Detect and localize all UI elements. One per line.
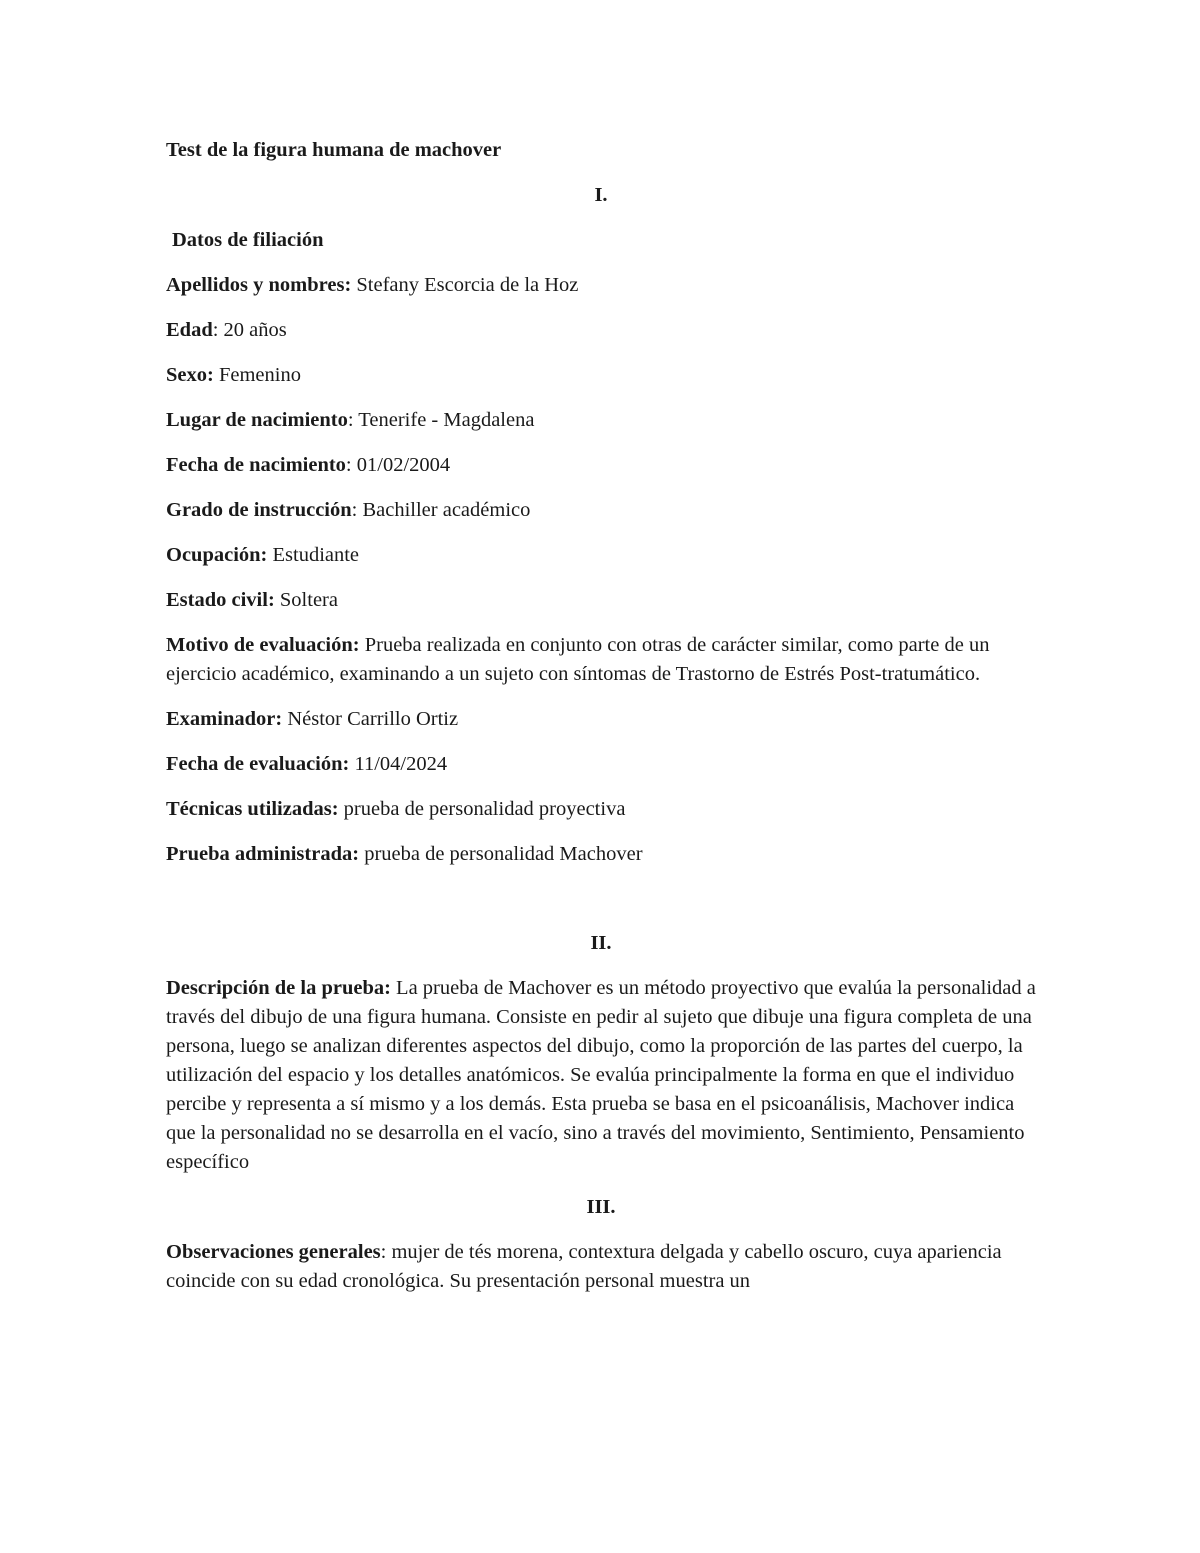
field-sexo [166, 361, 1036, 390]
field-motivo-evaluacion [166, 631, 1036, 689]
section-1-heading: Datos de filiación [172, 229, 324, 251]
section-2-numeral: II. [590, 932, 612, 954]
field-estado-civil [166, 586, 1036, 615]
field-value: Stefany Escorcia de la Hoz [351, 274, 579, 296]
field-value: Estudiante [267, 544, 360, 566]
field-label: Apellidos y nombres: [166, 274, 352, 296]
section-3-numeral: III. [586, 1196, 616, 1218]
field-label: Ocupación: [166, 544, 268, 566]
field-value: : Bachiller académico [351, 499, 531, 521]
field-grado-instruccion [166, 496, 1036, 525]
field-label: Estado civil: [166, 589, 275, 611]
field-label: Técnicas utilizadas: [166, 798, 339, 820]
field-label: Prueba administrada: [166, 843, 360, 865]
field-value: : 01/02/2004 [345, 454, 451, 476]
field-prueba-administrada [166, 840, 1036, 869]
field-fecha-evaluacion [166, 750, 1036, 779]
section-2-paragraph [166, 974, 1036, 1177]
field-lugar-nacimiento [166, 406, 1036, 435]
field-examinador [166, 705, 1036, 734]
field-value: prueba de personalidad proyectiva [338, 798, 626, 820]
field-value: Prueba realizada en conjunto con otras de carácter similar, como parte de un ejercicio académico, examinando a un sujeto con síntomas de Trastorno de Estrés Post-tratumático. [166, 634, 990, 685]
section-1-numeral: I. [594, 184, 608, 206]
field-value: : Tenerife - Magdalena [347, 409, 535, 431]
field-tecnicas-utilizadas [166, 795, 1036, 824]
field-edad [166, 316, 1036, 345]
paragraph-text: : mujer de tés morena, contextura delgada y cabello oscuro, cuya apariencia coincide con su edad cronológica. Su presentación personal muestra un [166, 1241, 1002, 1292]
paragraph-text: La prueba de Machover es un método proyectivo que evalúa la personalidad a través del dibujo de una figura humana. Consiste en pedir al sujeto que dibuje una figura completa de una persona, luego se analizan diferentes aspectos del dibujo, como la proporción de las partes del cuerpo, la utilización del espacio y los detalles anatómicos. Se evalúa principalmente la forma en que el individuo percibe y representa a sí mismo y a los demás. Esta prueba se basa en el psicoanálisis, Machover indica que la personalidad no se desarrolla en el vacío, sino a través del movimiento, Sentimiento, Pensamiento específico [166, 977, 1036, 1173]
field-label: Grado de instrucción [166, 499, 352, 521]
document-page [166, 136, 1036, 1312]
field-value: prueba de personalidad Machover [359, 843, 643, 865]
field-value: Femenino [213, 364, 301, 386]
field-label: Sexo: [166, 364, 214, 386]
field-label: Edad [166, 319, 213, 341]
field-label: Examinador: [166, 708, 283, 730]
document-title: Test de la figura humana de machover [166, 139, 502, 161]
field-ocupacion [166, 541, 1036, 570]
paragraph-label: Descripción de la prueba: [166, 977, 391, 999]
field-value: Néstor Carrillo Ortiz [282, 708, 459, 730]
field-value: Soltera [274, 589, 338, 611]
field-value: : 20 años [212, 319, 287, 341]
field-nombres [166, 271, 1036, 300]
field-label: Fecha de nacimiento [166, 454, 346, 476]
paragraph-label: Observaciones generales [166, 1241, 381, 1263]
field-fecha-nacimiento [166, 451, 1036, 480]
section-spacer [166, 885, 1036, 929]
section-3-paragraph [166, 1238, 1036, 1296]
field-label: Lugar de nacimiento [166, 409, 348, 431]
field-label: Fecha de evaluación: [166, 753, 350, 775]
field-label: Motivo de evaluación: [166, 634, 360, 656]
field-value: 11/04/2024 [349, 753, 448, 775]
